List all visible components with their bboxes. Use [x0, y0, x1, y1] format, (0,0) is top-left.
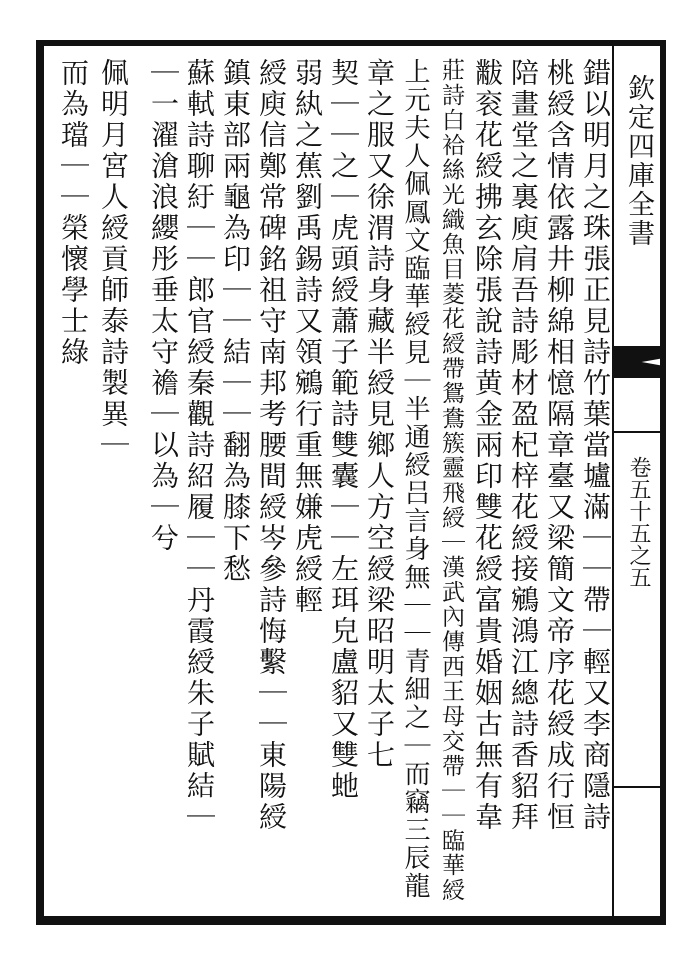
- text-column-7: 章之服又徐渭詩身藏半綬見鄉人方空綬梁昭明太子七: [363, 58, 396, 771]
- text-column-3: 陪畫堂之裏庾肩吾詩彫材盈杞梓花綬接鵷鴻江總詩香貂拜: [507, 58, 540, 833]
- text-column-12: 蘇軾詩聊紆｜｜郎官綬秦觀詩紹履｜｜丹霞綬朱子賦結｜: [183, 58, 216, 833]
- text-column-5: 莊詩白袷絲光織魚目菱花綬帶鴛鴦簇靈飛綬｜漢武內傳西王母交帶｜｜臨華綬: [438, 58, 464, 903]
- bottom-border-rule: [36, 916, 666, 925]
- text-column-15: 而為璫｜｜榮懷學士綠: [57, 58, 90, 368]
- top-border-rule: [36, 40, 666, 46]
- volume-label: 卷五十五之五: [626, 456, 651, 588]
- text-column-8: 契｜｜之｜虎頭綬蕭子範詩雙囊｜｜左珥皃盧貂又雙虵: [327, 58, 360, 802]
- page-margin-column: [612, 46, 662, 916]
- left-border-rule: [36, 40, 44, 925]
- text-column-14: 佩明月宮人綬貢師泰詩製異｜: [97, 58, 130, 461]
- text-column-2: 桃綬含情依露井柳綿相憶隔章臺又梁簡文帝序花綬成行恒: [543, 58, 576, 833]
- text-column-6: 上元夫人佩鳳文臨華綬見｜半通綬吕言身無｜｜青細之｜而竊三辰龍: [400, 58, 430, 901]
- text-column-11: 鎮東部兩龜為印｜｜結｜｜翻為膝下愁: [219, 58, 252, 585]
- text-column-9: 弱紈之蕉劉禹錫詩又領鵷行重無嫌虎綬輕: [291, 58, 324, 616]
- margin-divider-bottom: [614, 786, 660, 788]
- text-column-4: 黻衮花綬拂玄除張說詩黄金兩印雙花綬富貴婚姻古無有韋: [471, 58, 504, 833]
- book-title: 欽定四庫全書: [623, 74, 654, 248]
- text-column-13: ｜一濯滄浪纓彤垂太守襜｜以為｜兮: [147, 58, 180, 554]
- text-column-1: 錯以明月之珠張正見詩竹葉當壚滿｜｜帶｜輕又李商隱詩: [579, 58, 612, 833]
- text-column-10: 綬庾信鄭常碑銘祖守南邦考腰間綬岑參詩悔繫｜｜東陽綬: [255, 58, 288, 833]
- fish-tail-mark: [614, 346, 660, 378]
- margin-divider-top: [614, 431, 660, 433]
